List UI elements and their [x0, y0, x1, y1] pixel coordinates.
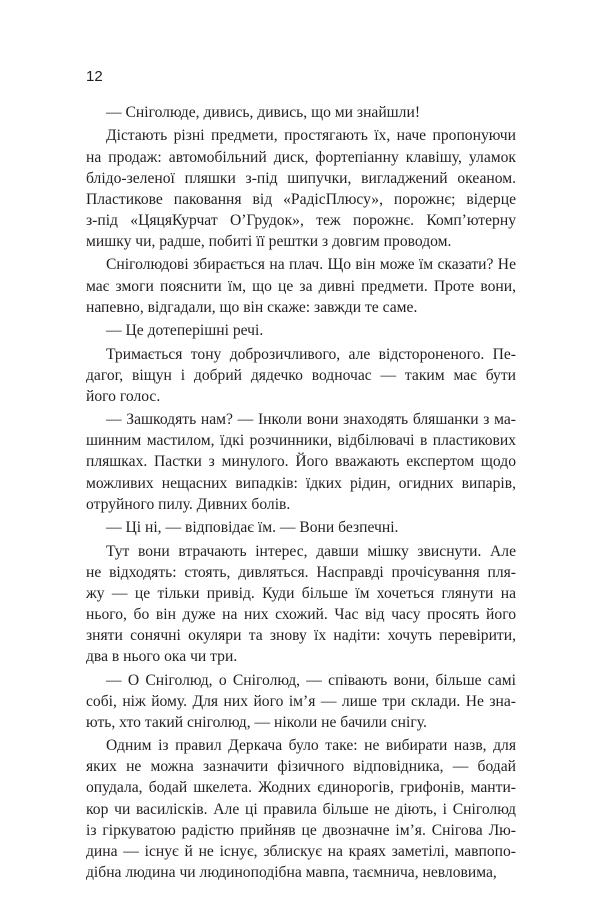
text-line: шинним мастилом, їдкі розчинники, відбілювачі в пластикових: [86, 432, 516, 450]
text-line: дина — існує й не існує, зблискує на краях заметілі, мавпопо-: [86, 842, 516, 860]
text-line: дагог, віщун і добрий дядечко водночас — таким має бути: [86, 366, 516, 384]
body-text: [86, 102, 516, 885]
text-line: собі, ніж йому. Для них його ім’я — лише три склади. Не зна-: [86, 692, 516, 710]
text-line: — Ці ні, — відповідає їм. — Вони безпечні.: [106, 519, 399, 537]
text-line: блідо-зеленої пляшки з-під шипучки, вигладжений океаном.: [86, 169, 516, 187]
paragraph: [86, 517, 516, 538]
text-line: жу — це тільки привід. Куди більше їм хочеться глянути на: [86, 584, 516, 602]
page-number: 12: [86, 68, 103, 85]
text-line: дібна людина чи людиноподібна мавпа, таємнича, невловима,: [86, 863, 497, 881]
paragraph: [86, 254, 516, 317]
paragraph: [86, 320, 516, 341]
text-line: не відходять: стоять, дивляться. Насправді прочісування пля-: [86, 563, 516, 581]
text-line: — Зашкодять нам? — Інколи вони знаходять бляшанки з ма-: [106, 411, 516, 429]
text-line: можливих нещасних випадків: їдких рідин, огидних випарів,: [86, 474, 516, 492]
paragraph: [86, 344, 516, 407]
text-line: зняти сонячні окуляри та знову їх надіти: хочуть перевірити,: [86, 626, 516, 644]
text-line: кор чи василісків. Але ці правила більше не діють, і Сніголюд: [86, 800, 516, 818]
paragraph: [86, 670, 516, 733]
text-line: з-під «ЦяцяКурчат О’Грудок», теж порожнє. Комп’ютерну: [86, 211, 516, 229]
text-line: Дістають різні предмети, простягають їх, наче пропонуючи: [106, 127, 516, 145]
text-line: напевно, відгадали, що він скаже: завжди те саме.: [86, 298, 418, 316]
text-line: два в нього ока чи три.: [86, 648, 238, 666]
text-line: Тримається тону доброзичливого, але відстороненого. Пе-: [106, 345, 516, 363]
paragraph: [86, 102, 516, 123]
text-line: яких не можна зазначити фізичного відповідника, — бодай: [86, 758, 516, 776]
text-line: ють, хто такий сніголюд, — ніколи не бачили снігу.: [86, 713, 427, 731]
text-line: його голос.: [86, 387, 161, 405]
text-line: отруйного пилу. Дивних болів.: [86, 495, 291, 513]
text-line: опудала, бодай шкелета. Жодних єдинорогів, грифонів, манти-: [86, 779, 516, 797]
text-line: Сніголюдові збирається на плач. Що він може їм сказати? Не: [106, 256, 516, 274]
text-line: має змоги пояснити їм, що це за дивні предмети. Проте вони,: [86, 277, 516, 295]
text-line: Одним із правил Деркача було таке: не вибирати назв, для: [106, 737, 516, 755]
text-line: Пластикове паковання від «РадісПлюсу», порожнє; відерце: [86, 190, 516, 208]
text-line: нього, бо він дуже на них схожий. Час від часу просять його: [86, 605, 516, 623]
paragraph: [86, 409, 516, 514]
text-line: пляшках. Пастки з минулого. Його вважають експертом щодо: [86, 453, 516, 471]
paragraph: [86, 125, 516, 252]
text-line: — О Сніголюд, о Сніголюд, — співають вони, більше самі: [106, 671, 516, 689]
paragraph: [86, 735, 516, 883]
text-line: із гіркуватою радістю прийняв це двозначне ім’я. Снігова Лю-: [86, 821, 516, 839]
text-line: Тут вони втрачають інтерес, давши мішку звиснути. Але: [106, 542, 516, 560]
text-line: — Сніголюде, дивись, дивись, що ми знайшли!: [106, 104, 421, 121]
text-line: на продаж: автомобільний диск, фортепіанну клавішу, уламок: [86, 148, 516, 166]
text-line: мишку чи, радше, побиті її рештки з довгим проводом.: [86, 232, 452, 250]
paragraph: [86, 541, 516, 668]
text-line: — Це дотеперішні речі.: [106, 322, 264, 340]
